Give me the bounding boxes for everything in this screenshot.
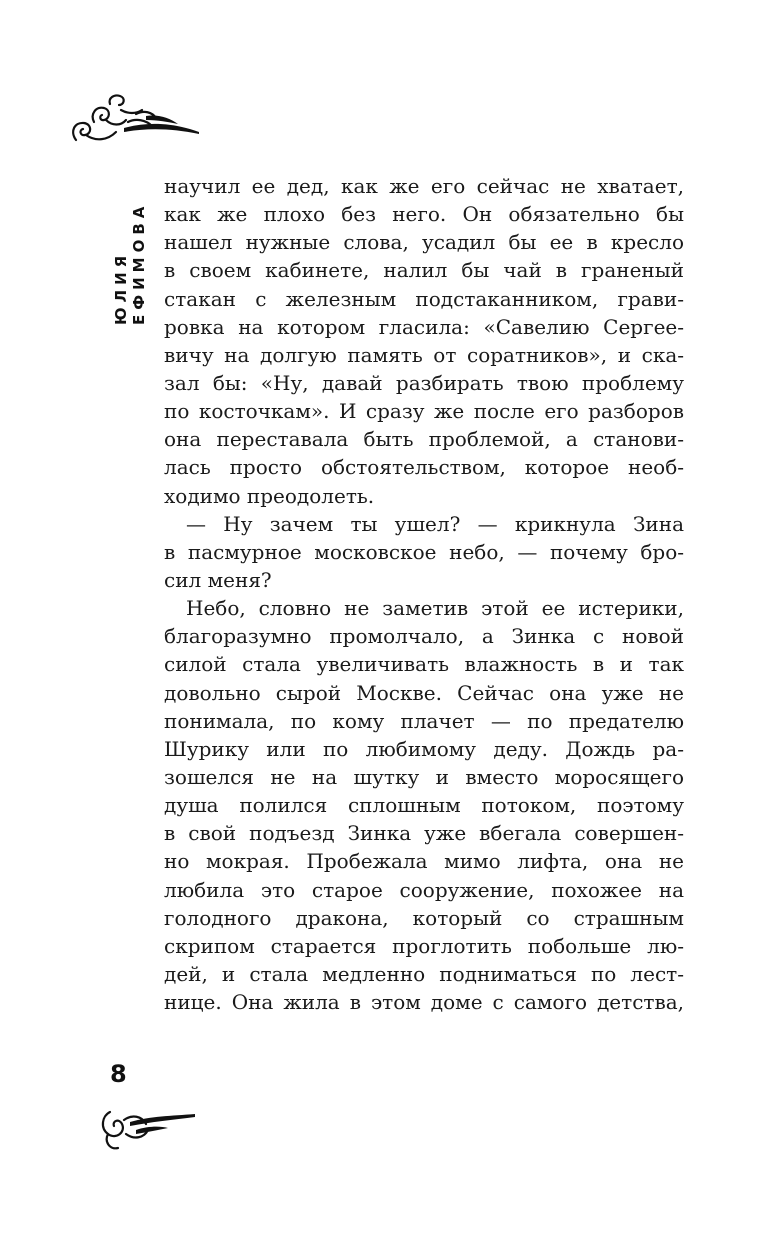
text-line: по косточкам». И сразу же после его разборов [164,399,684,424]
text-line: силой стала увеличивать влажность в и так [164,652,684,677]
text-line: зошелся не на шутку и вместо моросящего [164,764,684,789]
text-line: стакан с железным подстаканником, грави- [164,286,684,311]
text-line: но мокрая. Пробежала мимо лифта, она не [164,849,684,874]
paragraph-1 [164,172,684,510]
text-line: вичу на долгую память от соратников», и ска- [164,342,684,367]
text-line: как же плохо без него. Он обязательно бы [164,202,684,227]
text-line: Небо, словно не заметив этой ее истерики, [186,596,684,621]
text-line: в своем кабинете, налил бы чай в граненый [164,258,684,283]
running-head-author: ЮЛИЯ ЕФИМОВА [112,201,148,325]
text-line: она переставала быть проблемой, а станови- [164,427,684,452]
body-text [164,172,684,1016]
text-line: душа полился сплошным потоком, поэтому [164,793,684,818]
text-line: зал бы: «Ну, давай разбирать твою проблему [164,370,684,395]
top-flourish-ornament [66,92,200,154]
text-line: нашел нужные слова, усадил бы ее в кресло [164,230,684,255]
text-line: дей, и стала медленно подниматься по лест- [164,961,684,986]
text-line: сил меня? [164,567,272,592]
bottom-flourish-ornament [96,1100,196,1152]
text-line: ровка на котором гласила: «Савелию Сергее- [164,314,684,339]
paragraph-2 [164,510,684,594]
text-line: понимала, по кому плачет — по предателю [164,708,684,733]
text-line: благоразумно промолчало, а Зинка с новой [164,624,684,649]
text-line: — Ну зачем ты ушел? — крикнула Зина [186,511,684,536]
paragraph-3 [164,594,684,1016]
page-number: 8 [110,1060,127,1088]
text-line: научил ее дед, как же его сейчас не хватает, [164,174,684,198]
text-line: нице. Она жила в этом доме с самого детства, [164,990,684,1015]
text-line: в свой подъезд Зинка уже вбегала совершен- [164,821,684,846]
text-line: лась просто обстоятельством, которое необ- [164,455,684,480]
text-line: Шурику или по любимому деду. Дождь ра- [164,736,684,761]
text-line: любила это старое сооружение, похожее на [164,877,684,902]
text-line: скрипом старается проглотить побольше лю- [164,933,684,958]
text-line: ходимо преодолеть. [164,483,375,508]
text-line: голодного дракона, который со страшным [164,905,684,930]
text-line: в пасмурное московское небо, — почему бро- [164,539,684,564]
text-line: довольно сырой Москве. Сейчас она уже не [164,680,684,705]
